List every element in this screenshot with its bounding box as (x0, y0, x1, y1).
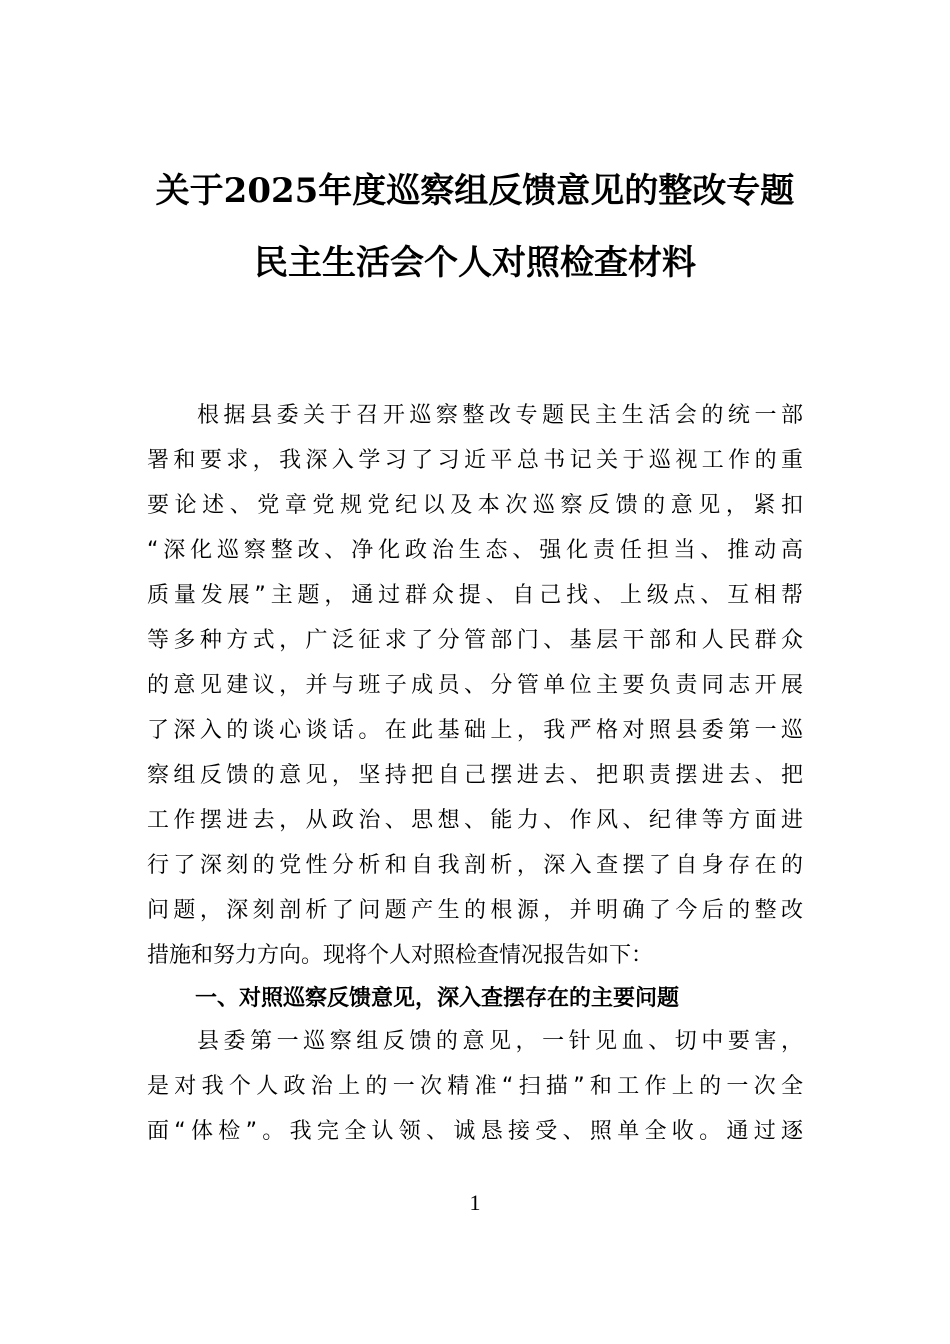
document-title-line-2: 民主生活会个人对照检查材料 (254, 243, 696, 283)
paragraph-line: 察组反馈的意见，坚持把自己摆进去、把职责摆进去、把 (147, 763, 803, 788)
paragraph-line: 措施和努力方向。现将个人对照检查情况报告如下： (147, 943, 654, 968)
paragraph-line: 要论述、党章党规党纪以及本次巡察反馈的意见，紧扣 (147, 493, 803, 518)
paragraph-line: 县委第一巡察组反馈的意见，一针见血、切中要害， (197, 1029, 803, 1054)
paragraph-line: 的意见建议，并与班子成员、分管单位主要负责同志开展 (147, 673, 803, 698)
page-number: 1 (469, 1190, 481, 1215)
paragraph-line: 根据县委关于召开巡察整改专题民主生活会的统一部 (197, 403, 803, 428)
paragraph-line: 质量发展”主题，通过群众提、自己找、上级点、互相帮 (147, 583, 803, 608)
paragraph-line: 行了深刻的党性分析和自我剖析，深入查摆了自身存在的 (147, 853, 803, 878)
paragraph-line: 问题，深刻剖析了问题产生的根源，并明确了今后的整改 (147, 898, 803, 923)
paragraph-line: 了深入的谈心谈话。在此基础上，我严格对照县委第一巡 (147, 718, 803, 743)
paragraph-line: 面“体检”。我完全认领、诚恳接受、照单全收。通过逐 (147, 1119, 803, 1144)
paragraph-line: “深化巡察整改、净化政治生态、强化责任担当、推动高 (147, 538, 803, 563)
paragraph-line: 等多种方式，广泛征求了分管部门、基层干部和人民群众 (147, 628, 803, 653)
document-title-line-1: 关于2025年度巡察组反馈意见的整改专题 (155, 171, 795, 211)
paragraph-line: 是对我个人政治上的一次精准“扫描”和工作上的一次全 (147, 1074, 803, 1099)
paragraph-line: 署和要求，我深入学习了习近平总书记关于巡视工作的重 (147, 448, 803, 473)
paragraph-line: 工作摆进去，从政治、思想、能力、作风、纪律等方面进 (147, 808, 803, 833)
section-heading: 一、对照巡察反馈意见，深入查摆存在的主要问题 (195, 986, 680, 1011)
